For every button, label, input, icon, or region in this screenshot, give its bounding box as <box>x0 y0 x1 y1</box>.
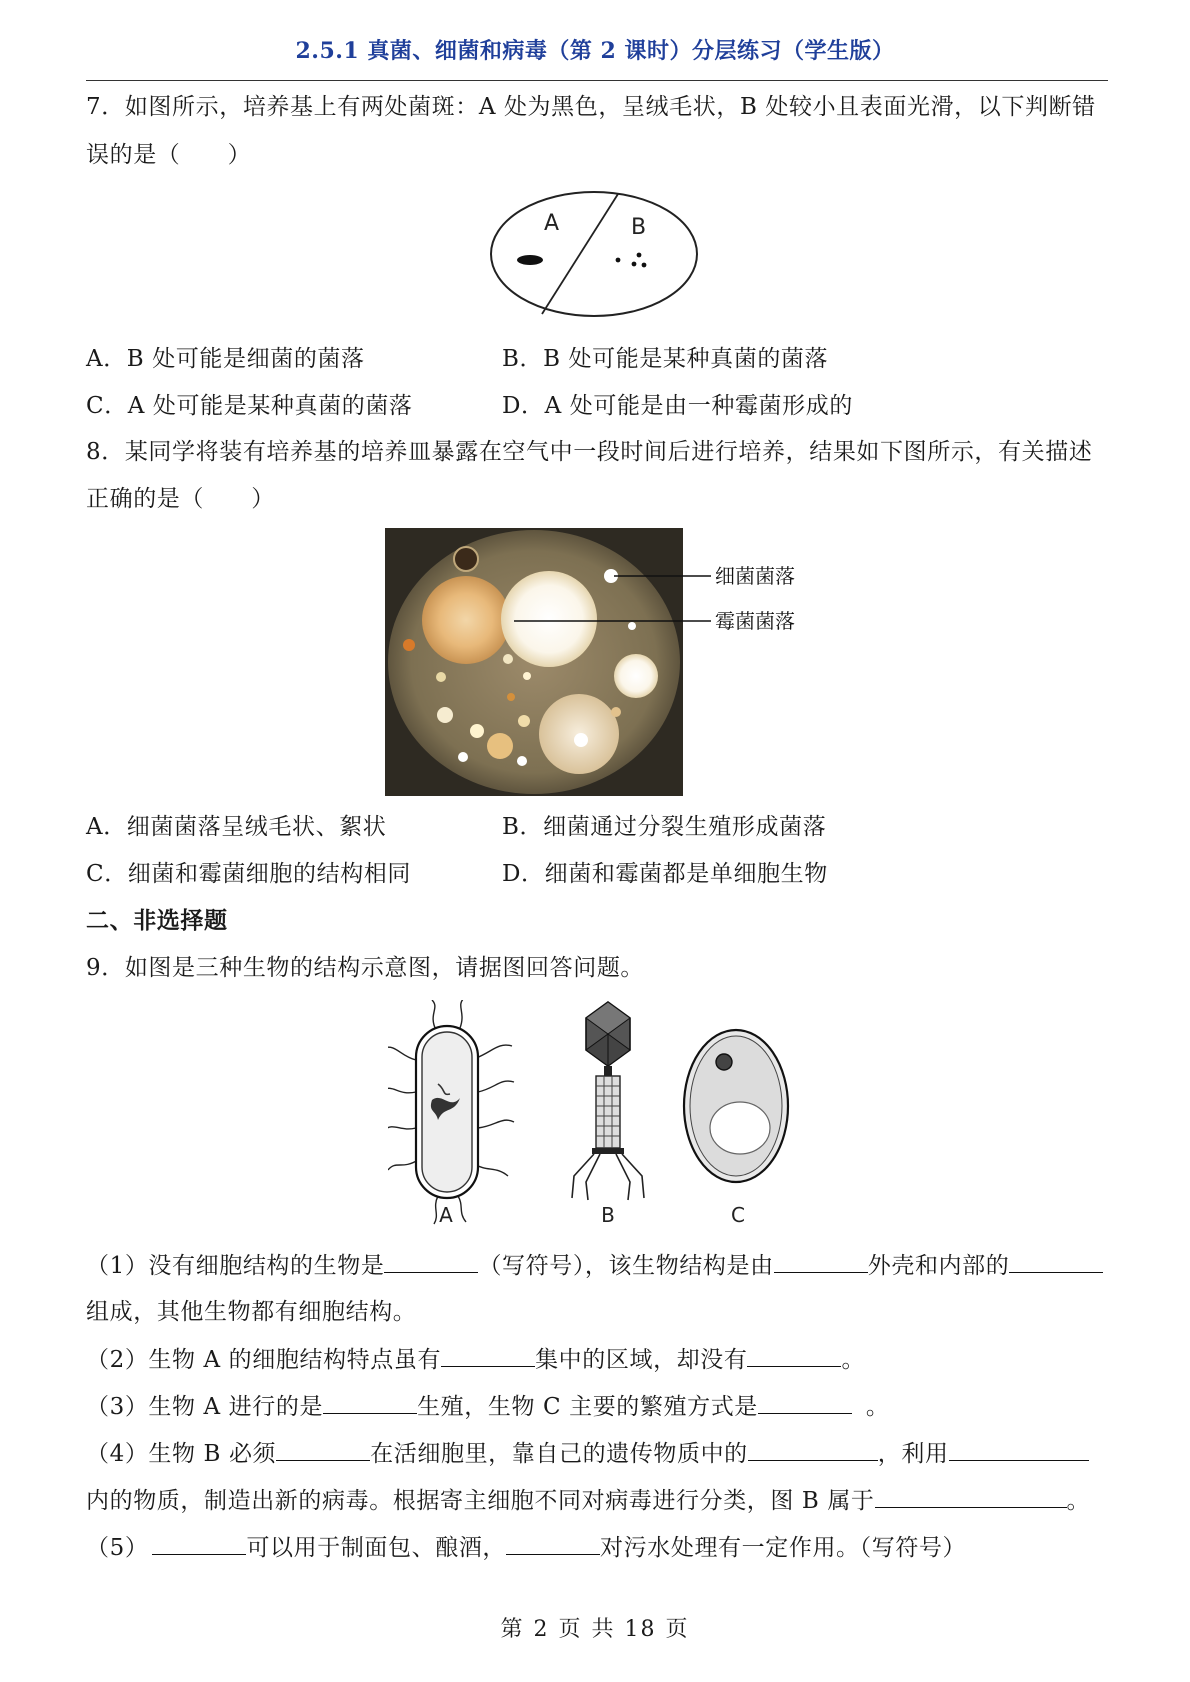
q8-option-a[interactable]: A．细菌菌落呈绒毛状、絮状 <box>86 814 387 840</box>
q9-part1-blank2[interactable] <box>774 1250 868 1273</box>
q9-part4-blank4[interactable] <box>875 1485 1067 1508</box>
q8-bacteria-colony <box>437 707 453 723</box>
page-number: 第 2 页 共 18 页 <box>500 1617 690 1642</box>
q8-bacteria-colony <box>403 639 415 651</box>
q9-part4-line2 <box>86 1485 1090 1516</box>
q8-mold-colony <box>501 571 597 667</box>
q8-bacteria-colony <box>518 715 530 727</box>
header-divider <box>86 80 1108 81</box>
q7-colony-b-dot <box>632 262 637 267</box>
q9-part5 <box>86 1532 966 1563</box>
q9-part4-blank3[interactable] <box>949 1438 1089 1461</box>
q9-part3-blank1[interactable] <box>323 1391 417 1414</box>
q8-bacteria-colony <box>574 733 588 747</box>
q9-part5-text1: （5） <box>86 1535 149 1561</box>
q7-colony-b-dot <box>616 258 621 263</box>
q9-part1-text2: （写符号），该生物结构是由 <box>478 1253 774 1279</box>
q7-colony-a <box>517 255 543 265</box>
q8-bacteria-colony <box>517 756 527 766</box>
q9-part5-text2: 可以用于制面包、酿酒， <box>246 1535 507 1561</box>
q9-part5-blank1[interactable] <box>152 1532 246 1555</box>
q9-part3-text3: 。 <box>865 1394 890 1420</box>
q9-part1-text1: （1）没有细胞结构的生物是 <box>86 1253 385 1279</box>
q9-stem: 9．如图是三种生物的结构示意图，请据图回答问题。 <box>86 955 645 981</box>
q8-bacteria-colony <box>458 752 468 762</box>
q8-bacteria-colony <box>507 693 515 701</box>
q9-organisms-figure <box>388 1000 808 1232</box>
q7-dish-outline <box>491 192 697 316</box>
q9-part2-text2: 集中的区域，却没有 <box>535 1347 748 1373</box>
q9-part3 <box>86 1391 890 1422</box>
q9-part4-text1: （4）生物 B 必须 <box>86 1441 277 1467</box>
q9-part4-line1 <box>86 1438 1089 1469</box>
q8-bacteria-colony <box>611 707 621 717</box>
q9-part4-text3: ，利用 <box>877 1441 949 1467</box>
q9-part5-text3: 对污水处理有一定作用。（写符号） <box>600 1535 967 1561</box>
q8-mold-colony <box>422 576 510 664</box>
q9-part1-blank1[interactable] <box>384 1250 478 1273</box>
q8-label-bacteria: 细菌菌落 <box>715 564 795 588</box>
q9-bacterium-drawing <box>388 1000 514 1224</box>
q7-label-b: B <box>631 215 647 240</box>
q9-part3-blank2[interactable] <box>758 1391 852 1414</box>
q9-part4-blank2[interactable] <box>748 1438 878 1461</box>
document-title: 2.5.1 真菌、细菌和病毒（第 2 课时）分层练习（学生版） <box>295 38 895 64</box>
q9-part1-line1 <box>86 1250 1103 1281</box>
q8-bacteria-colony <box>470 724 484 738</box>
q8-bacteria-colony <box>454 547 478 571</box>
q7-colony-b-dot <box>642 263 647 268</box>
q8-option-b[interactable]: B．细菌通过分裂生殖形成菌落 <box>502 814 827 840</box>
q9-part4-text2: 在活细胞里，靠自己的遗传物质中的 <box>370 1441 748 1467</box>
q9-part1-blank3[interactable] <box>1009 1250 1103 1273</box>
q9-part4-blank1[interactable] <box>276 1438 370 1461</box>
q9-part4-text5: 。 <box>1066 1488 1091 1514</box>
q9-label-c: C <box>731 1203 745 1227</box>
q9-label-b: B <box>601 1203 615 1227</box>
q8-mold-colony <box>614 654 658 698</box>
q8-option-c[interactable]: C．细菌和霉菌细胞的结构相同 <box>86 861 411 887</box>
q8-culture-photo-figure <box>385 528 805 796</box>
q9-part2-text3: 。 <box>841 1347 866 1373</box>
q9-part1-text3: 外壳和内部的 <box>867 1253 1010 1279</box>
q8-bacteria-colony <box>628 622 636 630</box>
q9-part2-blank1[interactable] <box>441 1344 535 1367</box>
q8-stem-line2: 正确的是（ ） <box>86 486 275 512</box>
q9-part1-line2: 组成，其他生物都有细胞结构。 <box>86 1299 417 1325</box>
q9-part5-blank2[interactable] <box>506 1532 600 1555</box>
q8-bacteria-colony <box>436 672 446 682</box>
q9-virus-drawing <box>572 1002 644 1200</box>
q7-label-a: A <box>544 211 560 236</box>
q9-part2-blank2[interactable] <box>747 1344 841 1367</box>
q8-bacteria-colony <box>523 672 531 680</box>
q7-option-d[interactable]: D．A 处可能是由一种霉菌形成的 <box>502 393 853 419</box>
q7-petri-dish-figure <box>488 188 700 320</box>
q7-option-b[interactable]: B．B 处可能是某种真菌的菌落 <box>502 346 829 372</box>
q8-bacteria-colony <box>487 733 513 759</box>
q9-part4-text4: 内的物质，制造出新的病毒。根据寄主细胞不同对病毒进行分类，图 B 属于 <box>86 1488 875 1514</box>
q7-stem-line2: 误的是（ ） <box>86 142 252 168</box>
q8-bacteria-colony <box>503 654 513 664</box>
q9-label-a: A <box>439 1203 453 1227</box>
q9-part2-text1: （2）生物 A 的细胞结构特点虽有 <box>86 1347 442 1373</box>
q8-label-mold: 霉菌菌落 <box>715 609 795 633</box>
q7-colony-b-dot <box>637 253 642 258</box>
q9-yeast-drawing <box>684 1030 788 1182</box>
q9-part3-text2: 生殖，生物 C 主要的繁殖方式是 <box>417 1394 758 1420</box>
q7-option-c[interactable]: C．A 处可能是某种真菌的菌落 <box>86 393 413 419</box>
q9-part2 <box>86 1344 865 1375</box>
q7-stem-line1: 7．如图所示，培养基上有两处菌斑：A 处为黑色，呈绒毛状，B 处较小且表面光滑，以下判断错 <box>86 94 1096 120</box>
q7-option-a[interactable]: A．B 处可能是细菌的菌落 <box>86 346 365 372</box>
section-heading: 二、非选择题 <box>86 907 228 934</box>
q9-part3-text1: （3）生物 A 进行的是 <box>86 1394 324 1420</box>
q8-option-d[interactable]: D．细菌和霉菌都是单细胞生物 <box>502 861 828 887</box>
q8-stem-line1: 8．某同学将装有培养基的培养皿暴露在空气中一段时间后进行培养，结果如下图所示，有关描述 <box>86 439 1093 465</box>
